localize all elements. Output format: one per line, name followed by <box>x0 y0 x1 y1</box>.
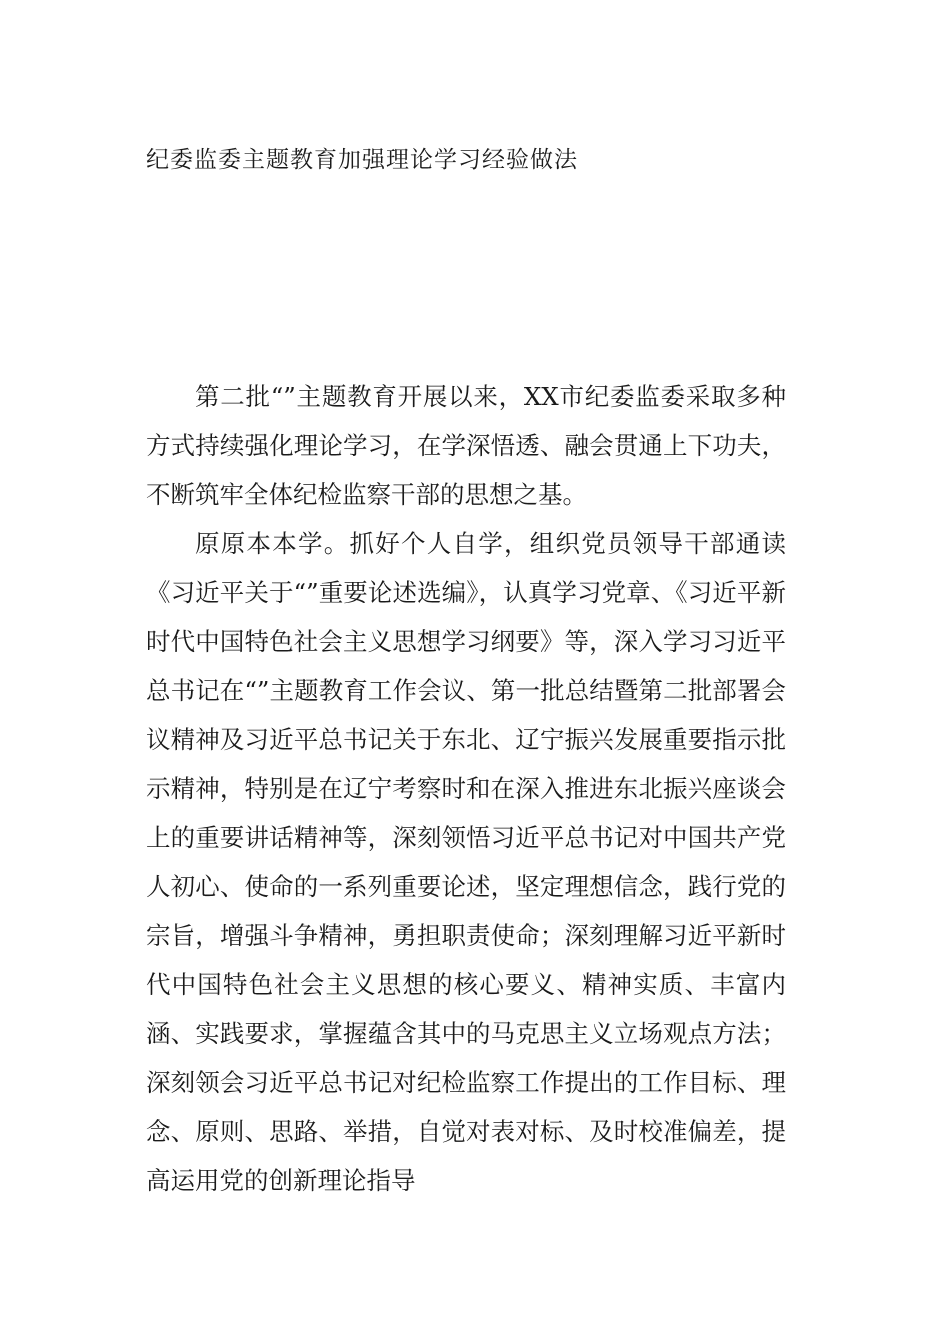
paragraph-study: 原原本本学。抓好个人自学，组织党员领导干部通读《习近平关于“”重要论述选编》，认真学习党章、《习近平新时代中国特色社会主义思想学习纲要》等，深入学习习近平总书记在“”主题教育工作会议、第一批总结暨第二批部署会议精神及习近平总书记关于东北、辽宁振兴发展重要指示批示精神，特别是在辽宁考察时和在深入推进东北振兴座谈会上的重要讲话精神等，深刻领悟习近平总书记对中国共产党人初心、使命的一系列重要论述，坚定理想信念，践行党的宗旨，增强斗争精神，勇担职责使命；深刻理解习近平新时代中国特色社会主义思想的核心要义、精神实质、丰富内涵、实践要求，掌握蕴含其中的马克思主义立场观点方法；深刻领会习近平总书记对纪检监察工作提出的工作目标、理念、原则、思路、举措，自觉对表对标、及时校准偏差，提高运用党的创新理论指导 <box>146 529 786 1195</box>
document-title: 纪委监委主题教育加强理论学习经验做法 <box>146 147 578 173</box>
document-body <box>146 372 786 1205</box>
paragraph-intro: 第二批“”主题教育开展以来，XX市纪委监委采取多种方式持续强化理论学习，在学深悟透、融会贯通上下功夫，不断筑牢全体纪检监察干部的思想之基。 <box>146 382 786 509</box>
